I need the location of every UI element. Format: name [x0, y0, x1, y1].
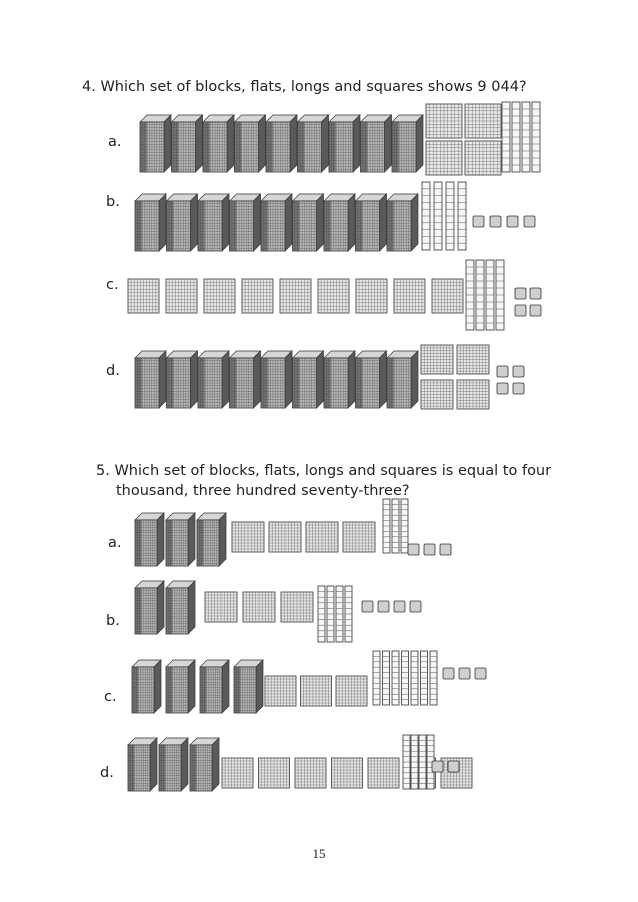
q5-option-c-thousand-cube — [132, 660, 161, 713]
q4-option-b-thousand-cube — [261, 194, 292, 251]
q4-option-d-one-unit — [513, 383, 524, 394]
q5-option-b-one-unit — [378, 601, 389, 612]
q5-option-c-ten-long — [421, 651, 428, 705]
q5-option-a-ten-long — [392, 499, 399, 553]
q4-option-a-thousand-cube — [361, 115, 392, 172]
q4-option-a-thousand-cube — [172, 115, 203, 172]
q4-option-c-hundred-flat — [432, 279, 463, 313]
q5-option-a-ten-long — [401, 499, 408, 553]
q5-option-c-ten-long — [430, 651, 437, 705]
q5-option-d-hundred-flat — [295, 758, 326, 788]
q4-option-b-thousand-cube — [167, 194, 198, 251]
q5-option-d-ten-long — [411, 735, 418, 789]
q5-option-c-one-unit — [459, 668, 470, 679]
q4-option-c-hundred-flat — [280, 279, 311, 313]
q5-option-d-hundred-flat — [332, 758, 363, 788]
q4-option-b-thousand-cube — [198, 194, 229, 251]
q4-option-d-hundred-flat — [421, 380, 453, 409]
q5-option-c-ten-long — [392, 651, 399, 705]
q4-option-a-thousand-cube — [329, 115, 360, 172]
q4-option-c-hundred-flat — [166, 279, 197, 313]
q5-option-c-label[interactable]: c. — [104, 689, 117, 705]
q4-option-b-thousand-cube — [324, 194, 355, 251]
q5-option-b-one-unit — [394, 601, 405, 612]
q4-option-b-thousand-cube — [135, 194, 166, 251]
q5-option-c-thousand-cube — [166, 660, 195, 713]
q5-option-d-ten-long — [403, 735, 410, 789]
question-5-line-2: thousand, three hundred seventy-three? — [116, 483, 410, 499]
q4-option-c-one-unit — [515, 288, 526, 299]
q4-option-d-thousand-cube — [261, 351, 292, 408]
q4-option-b-thousand-cube — [230, 194, 261, 251]
question-4-number: 4. — [82, 79, 96, 95]
q4-option-c-label[interactable]: c. — [106, 277, 119, 293]
q4-option-a-hundred-flat — [426, 141, 462, 175]
q4-option-a-hundred-flat — [465, 141, 501, 175]
q4-option-d-thousand-cube — [230, 351, 261, 408]
q4-option-a-thousand-cube — [392, 115, 423, 172]
question-5-line-1: Which set of blocks, flats, longs and squares is equal to four — [114, 463, 552, 479]
q4-option-c-hundred-flat — [394, 279, 425, 313]
q4-option-c-hundred-flat — [128, 279, 159, 313]
q5-option-c-one-unit — [443, 668, 454, 679]
q5-option-c-one-unit — [475, 668, 486, 679]
q4-option-c-ten-long — [486, 260, 494, 330]
q4-option-d-one-unit — [497, 366, 508, 377]
q4-option-a-thousand-cube — [235, 115, 266, 172]
q5-option-a-label[interactable]: a. — [108, 535, 122, 551]
q4-option-d-one-unit — [513, 366, 524, 377]
q5-option-b-one-unit — [410, 601, 421, 612]
q5-option-a-one-unit — [408, 544, 419, 555]
q4-option-c-ten-long — [476, 260, 484, 330]
q5-option-d-ten-long — [419, 735, 426, 789]
q4-option-a-hundred-flat — [465, 104, 501, 138]
q5-option-b-label[interactable]: b. — [106, 613, 120, 629]
q5-option-d-thousand-cube — [159, 738, 188, 791]
q4-option-a-ten-long — [512, 102, 520, 172]
q4-option-b-thousand-cube — [387, 194, 418, 251]
q5-option-a-thousand-cube — [135, 513, 164, 566]
q4-option-d-label[interactable]: d. — [106, 363, 120, 379]
q5-option-a-thousand-cube — [166, 513, 195, 566]
q4-option-c-ten-long — [496, 260, 504, 330]
q4-option-b-one-unit — [524, 216, 535, 227]
q4-option-d-thousand-cube — [293, 351, 324, 408]
q4-option-c-hundred-flat — [318, 279, 349, 313]
q4-option-a-ten-long — [502, 102, 510, 172]
q5-option-b-one-unit — [362, 601, 373, 612]
q4-option-b-one-unit — [473, 216, 484, 227]
q5-option-b-hundred-flat — [281, 592, 313, 622]
q4-option-c-hundred-flat — [242, 279, 273, 313]
q5-option-d-one-unit — [432, 761, 443, 772]
q5-option-a-hundred-flat — [306, 522, 338, 552]
q4-option-d-thousand-cube — [356, 351, 387, 408]
q5-option-d-thousand-cube — [128, 738, 157, 791]
q4-option-a-thousand-cube — [266, 115, 297, 172]
q5-option-d-thousand-cube — [190, 738, 219, 791]
q4-option-d-thousand-cube — [135, 351, 166, 408]
q5-option-a-thousand-cube — [197, 513, 226, 566]
q5-option-b-thousand-cube — [166, 581, 195, 634]
q4-option-a-ten-long — [532, 102, 540, 172]
q4-option-d-thousand-cube — [198, 351, 229, 408]
q4-option-c-one-unit — [530, 305, 541, 316]
q4-option-b-ten-long — [422, 182, 430, 250]
q5-option-c-ten-long — [383, 651, 390, 705]
q5-option-a-hundred-flat — [343, 522, 375, 552]
q5-option-a-one-unit — [424, 544, 435, 555]
q4-option-c-one-unit — [530, 288, 541, 299]
q5-option-a-one-unit — [440, 544, 451, 555]
q4-option-a-thousand-cube — [298, 115, 329, 172]
q5-option-c-hundred-flat — [301, 676, 332, 706]
q5-option-b-ten-long — [327, 586, 334, 642]
q4-option-b-thousand-cube — [293, 194, 324, 251]
q5-option-c-hundred-flat — [336, 676, 367, 706]
q4-option-d-hundred-flat — [457, 345, 489, 374]
q5-option-c-thousand-cube — [234, 660, 263, 713]
q5-option-a-hundred-flat — [269, 522, 301, 552]
q4-option-c-ten-long — [466, 260, 474, 330]
q4-option-a-hundred-flat — [426, 104, 462, 138]
q4-option-d-hundred-flat — [457, 380, 489, 409]
q4-option-b-label[interactable]: b. — [106, 194, 120, 210]
q4-option-b-ten-long — [458, 182, 466, 250]
q5-option-d-hundred-flat — [368, 758, 399, 788]
q4-option-b-ten-long — [434, 182, 442, 250]
q4-option-c-hundred-flat — [356, 279, 387, 313]
q4-option-a-thousand-cube — [203, 115, 234, 172]
q4-option-d-thousand-cube — [387, 351, 418, 408]
q5-option-d-label[interactable]: d. — [100, 765, 114, 781]
q5-option-b-hundred-flat — [243, 592, 275, 622]
q5-option-c-thousand-cube — [200, 660, 229, 713]
q5-option-b-hundred-flat — [205, 592, 237, 622]
q4-option-c-hundred-flat — [204, 279, 235, 313]
q4-option-a-thousand-cube — [140, 115, 171, 172]
q5-option-c-ten-long — [411, 651, 418, 705]
q4-option-d-thousand-cube — [324, 351, 355, 408]
q5-option-c-ten-long — [373, 651, 380, 705]
q5-option-c-ten-long — [402, 651, 409, 705]
question-5-number: 5. — [96, 463, 110, 479]
q4-option-b-one-unit — [490, 216, 501, 227]
q5-option-c-hundred-flat — [265, 676, 296, 706]
q5-option-b-ten-long — [318, 586, 325, 642]
q5-option-a-hundred-flat — [232, 522, 264, 552]
q5-option-d-hundred-flat — [259, 758, 290, 788]
q4-option-b-one-unit — [507, 216, 518, 227]
q5-option-b-ten-long — [336, 586, 343, 642]
q4-option-d-hundred-flat — [421, 345, 453, 374]
q4-option-b-thousand-cube — [356, 194, 387, 251]
question-4-line-1: Which set of blocks, flats, longs and squares shows 9 044? — [100, 79, 527, 95]
q5-option-d-one-unit — [448, 761, 459, 772]
q4-option-a-label[interactable]: a. — [108, 134, 122, 150]
q4-option-d-thousand-cube — [167, 351, 198, 408]
q4-option-a-ten-long — [522, 102, 530, 172]
q4-option-b-ten-long — [446, 182, 454, 250]
q5-option-a-ten-long — [383, 499, 390, 553]
q4-option-d-one-unit — [497, 383, 508, 394]
page-number: 15 — [312, 846, 326, 861]
q5-option-d-hundred-flat — [222, 758, 253, 788]
q4-option-c-one-unit — [515, 305, 526, 316]
q5-option-b-ten-long — [345, 586, 352, 642]
q5-option-b-thousand-cube — [135, 581, 164, 634]
